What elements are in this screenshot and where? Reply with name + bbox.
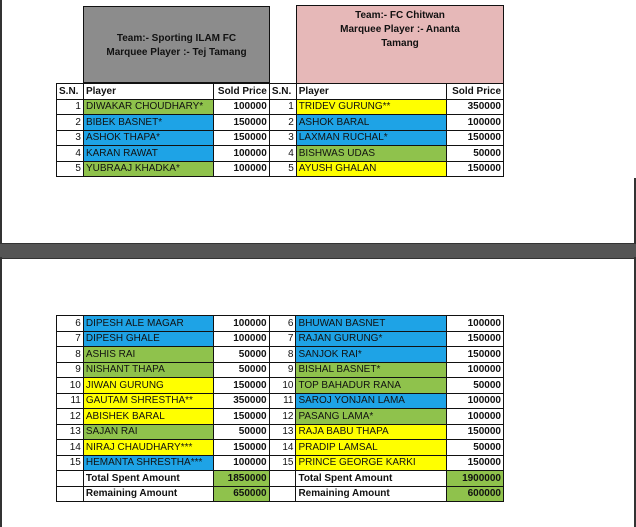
sn-header: S.N.	[57, 84, 84, 100]
player-name: JIWAN GURUNG	[83, 378, 213, 394]
serial-number: 15	[57, 455, 84, 471]
sold-price: 50000	[213, 424, 269, 440]
empty-cell	[57, 471, 84, 487]
player-name: AYUSH GHALAN	[296, 161, 446, 177]
sold-price: 150000	[213, 409, 269, 425]
total-value: 1850000	[213, 471, 269, 487]
total-value: 650000	[213, 486, 269, 502]
sn-header: S.N.	[269, 84, 296, 100]
table-row	[57, 115, 504, 131]
table-row	[57, 378, 504, 394]
team1-marquee: Marquee Player :- Tej Tamang	[106, 47, 247, 58]
table-header-row	[57, 84, 504, 100]
sold-price: 350000	[447, 99, 504, 115]
team1-title: Team:- Sporting ILAM FC	[116, 33, 237, 44]
player-name: RAJAN GURUNG*	[296, 331, 447, 347]
price-header: Sold Price	[213, 84, 269, 100]
serial-number: 11	[269, 393, 296, 409]
serial-number: 13	[269, 424, 296, 440]
table-row	[57, 409, 504, 425]
player-name: PRINCE GEORGE KARKI	[296, 455, 447, 471]
sold-price: 100000	[213, 331, 269, 347]
sold-price: 150000	[447, 424, 504, 440]
serial-number: 1	[269, 99, 296, 115]
sold-price: 150000	[213, 440, 269, 456]
player-name: TRIDEV GURUNG**	[296, 99, 446, 115]
sold-price: 50000	[447, 440, 504, 456]
player-name: ASHOK BARAL	[296, 115, 446, 131]
serial-number: 6	[57, 316, 84, 332]
sold-price: 50000	[447, 146, 504, 162]
player-name: SAJAN RAI	[83, 424, 213, 440]
sold-price: 150000	[447, 130, 504, 146]
top-roster-table	[56, 83, 504, 177]
player-name: PRADIP LAMSAL	[296, 440, 447, 456]
total-value: 1900000	[447, 471, 504, 487]
player-name: YUBRAAJ KHADKA*	[83, 161, 213, 177]
serial-number: 15	[269, 455, 296, 471]
sold-price: 100000	[447, 393, 504, 409]
sold-price: 100000	[213, 316, 269, 332]
serial-number: 9	[269, 362, 296, 378]
total-label: Remaining Amount	[296, 486, 447, 502]
player-name: TOP BAHADUR RANA	[296, 378, 447, 394]
table-row	[57, 99, 504, 115]
serial-number: 12	[269, 409, 296, 425]
serial-number: 9	[57, 362, 84, 378]
player-name: RAJA BABU THAPA	[296, 424, 447, 440]
sold-price: 100000	[213, 146, 269, 162]
serial-number: 7	[57, 331, 84, 347]
table-row	[57, 362, 504, 378]
team2-title: Team:- FC Chitwan	[355, 10, 445, 21]
sold-price: 100000	[213, 161, 269, 177]
player-name: BIBEK BASNET*	[83, 115, 213, 131]
sold-price: 100000	[447, 409, 504, 425]
page-edge-left	[0, 0, 2, 244]
table-row	[57, 130, 504, 146]
serial-number: 8	[57, 347, 84, 363]
player-name: BISHAL BASNET*	[296, 362, 447, 378]
sold-price: 100000	[447, 316, 504, 332]
team2-marquee-line1: Marquee Player :- Ananta	[340, 24, 460, 35]
serial-number: 14	[57, 440, 84, 456]
serial-number: 8	[269, 347, 296, 363]
serial-number: 1	[57, 99, 84, 115]
sold-price: 150000	[213, 378, 269, 394]
sold-price: 350000	[213, 393, 269, 409]
serial-number: 10	[57, 378, 84, 394]
player-name: LAXMAN RUCHAL*	[296, 130, 446, 146]
player-name: BHUWAN BASNET	[296, 316, 447, 332]
player-name: GAUTAM SHRESTHA**	[83, 393, 213, 409]
serial-number: 11	[57, 393, 84, 409]
player-name: ABISHEK BARAL	[83, 409, 213, 425]
player-name: NISHANT THAPA	[83, 362, 213, 378]
team2-box	[296, 5, 504, 84]
player-header: Player	[296, 84, 446, 100]
serial-number: 5	[57, 161, 84, 177]
sold-price: 100000	[213, 455, 269, 471]
serial-number: 13	[57, 424, 84, 440]
sold-price: 150000	[447, 347, 504, 363]
serial-number: 6	[269, 316, 296, 332]
player-name: DIPESH ALE MAGAR	[83, 316, 213, 332]
sold-price: 50000	[213, 347, 269, 363]
empty-cell	[269, 486, 296, 502]
player-name: DIPESH GHALE	[83, 331, 213, 347]
sold-price: 150000	[213, 115, 269, 131]
player-name: SAROJ YONJAN LAMA	[296, 393, 447, 409]
page-edge-left	[0, 257, 2, 527]
remaining-amount-row	[57, 486, 504, 502]
table-row	[57, 347, 504, 363]
serial-number: 3	[57, 130, 84, 146]
serial-number: 12	[57, 409, 84, 425]
serial-number: 2	[57, 115, 84, 131]
sold-price: 50000	[447, 378, 504, 394]
table-row	[57, 161, 504, 177]
sold-price: 100000	[213, 99, 269, 115]
empty-cell	[269, 471, 296, 487]
player-name: ASHOK THAPA*	[83, 130, 213, 146]
empty-cell	[57, 486, 84, 502]
serial-number: 4	[57, 146, 84, 162]
serial-number: 7	[269, 331, 296, 347]
table-row	[57, 455, 504, 471]
page-break-bar	[0, 243, 636, 259]
sold-price: 50000	[213, 362, 269, 378]
serial-number: 5	[269, 161, 296, 177]
sold-price: 150000	[447, 161, 504, 177]
price-header: Sold Price	[447, 84, 504, 100]
table-row	[57, 331, 504, 347]
sold-price: 150000	[447, 455, 504, 471]
table-row	[57, 440, 504, 456]
serial-number: 14	[269, 440, 296, 456]
player-name: HEMANTA SHRESTHA***	[83, 455, 213, 471]
player-name: PASANG LAMA*	[296, 409, 447, 425]
serial-number: 2	[269, 115, 296, 131]
table-row	[57, 424, 504, 440]
bottom-roster-table	[56, 315, 504, 502]
sold-price: 100000	[447, 362, 504, 378]
player-name: KARAN RAWAT	[83, 146, 213, 162]
serial-number: 10	[269, 378, 296, 394]
player-name: DIWAKAR CHOUDHARY*	[83, 99, 213, 115]
player-name: SANJOK RAI*	[296, 347, 447, 363]
total-label: Total Spent Amount	[83, 471, 213, 487]
total-spent-row	[57, 471, 504, 487]
sold-price: 100000	[447, 115, 504, 131]
total-value: 600000	[447, 486, 504, 502]
serial-number: 4	[269, 146, 296, 162]
table-row	[57, 393, 504, 409]
serial-number: 3	[269, 130, 296, 146]
team1-box	[83, 6, 270, 83]
total-label: Remaining Amount	[83, 486, 213, 502]
player-name: NIRAJ CHAUDHARY***	[83, 440, 213, 456]
player-name: ASHIS RAI	[83, 347, 213, 363]
table-row	[57, 146, 504, 162]
team2-marquee-line2: Tamang	[381, 38, 419, 49]
sold-price: 150000	[213, 130, 269, 146]
sold-price: 150000	[447, 331, 504, 347]
table-row	[57, 316, 504, 332]
player-header: Player	[83, 84, 213, 100]
player-name: BISHWAS UDAS	[296, 146, 446, 162]
total-label: Total Spent Amount	[296, 471, 447, 487]
